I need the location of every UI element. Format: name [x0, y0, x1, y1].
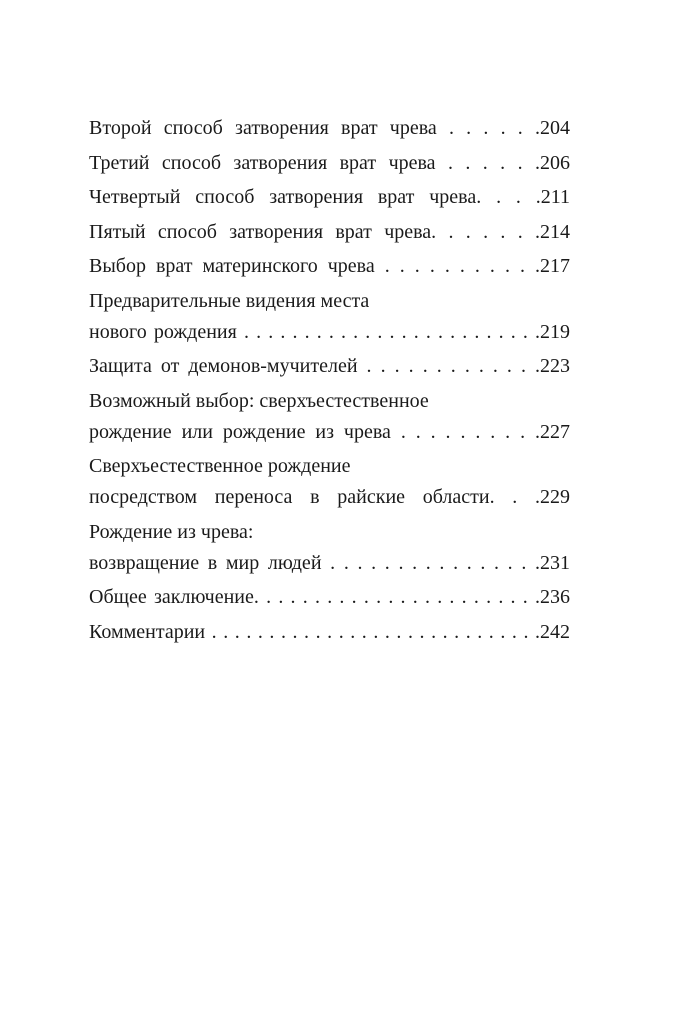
toc-entry[interactable]: [89, 351, 570, 382]
toc-entry[interactable]: [89, 286, 570, 348]
toc-entry[interactable]: [89, 182, 570, 213]
toc-entry-line: Третий способ затворения врат чрева . . . . . .206: [89, 151, 570, 174]
toc-entry-line: Выбор врат материнского чрева . . . . . . . . . . .217: [89, 255, 570, 277]
toc-entry-line: посредством переноса в райские области. . .229: [89, 486, 570, 508]
toc-entry[interactable]: [89, 148, 570, 179]
table-of-contents: [89, 113, 570, 651]
toc-entry-line: возвращение в мир людей . . . . . . . . . . . . . . . .231: [89, 551, 570, 574]
toc-entry-line: Рождение из чрева:: [89, 520, 254, 543]
toc-entry-line: Защита от демонов-мучителей . . . . . . . . . . . . .223: [89, 355, 570, 377]
toc-entry-line: Четвертый способ затворения врат чрева. . . .211: [89, 186, 570, 208]
toc-entry-line: нового рождения . . . . . . . . . . . . . . . . . . . . . . . . .219: [89, 320, 570, 343]
toc-entry[interactable]: [89, 386, 570, 448]
toc-entry[interactable]: [89, 251, 570, 282]
toc-entry[interactable]: [89, 113, 570, 144]
toc-entry[interactable]: [89, 517, 570, 579]
toc-entry-line: Комментарии . . . . . . . . . . . . . . . . . . . . . . . . . . . . .242: [89, 620, 570, 643]
toc-entry-line: Предварительные видения места: [89, 289, 370, 312]
toc-entry[interactable]: [89, 217, 570, 248]
toc-entry-line: Возможный выбор: сверхъестественное: [89, 389, 429, 412]
toc-entry-line: Второй способ затворения врат чрева . . . . . .204: [89, 117, 570, 139]
toc-entry-line: рождение или рождение из чрева . . . . . . . . . .227: [89, 420, 570, 443]
toc-entry-line: Сверхъестественное рождение: [89, 455, 351, 477]
toc-entry-line: Пятый способ затворения врат чрева. . . . . . .214: [89, 220, 570, 243]
toc-entry[interactable]: [89, 617, 570, 648]
toc-entry[interactable]: [89, 582, 570, 613]
toc-entry[interactable]: [89, 451, 570, 513]
toc-entry-line: Общее заключение. . . . . . . . . . . . . . . . . . . . . . . .236: [89, 586, 570, 608]
